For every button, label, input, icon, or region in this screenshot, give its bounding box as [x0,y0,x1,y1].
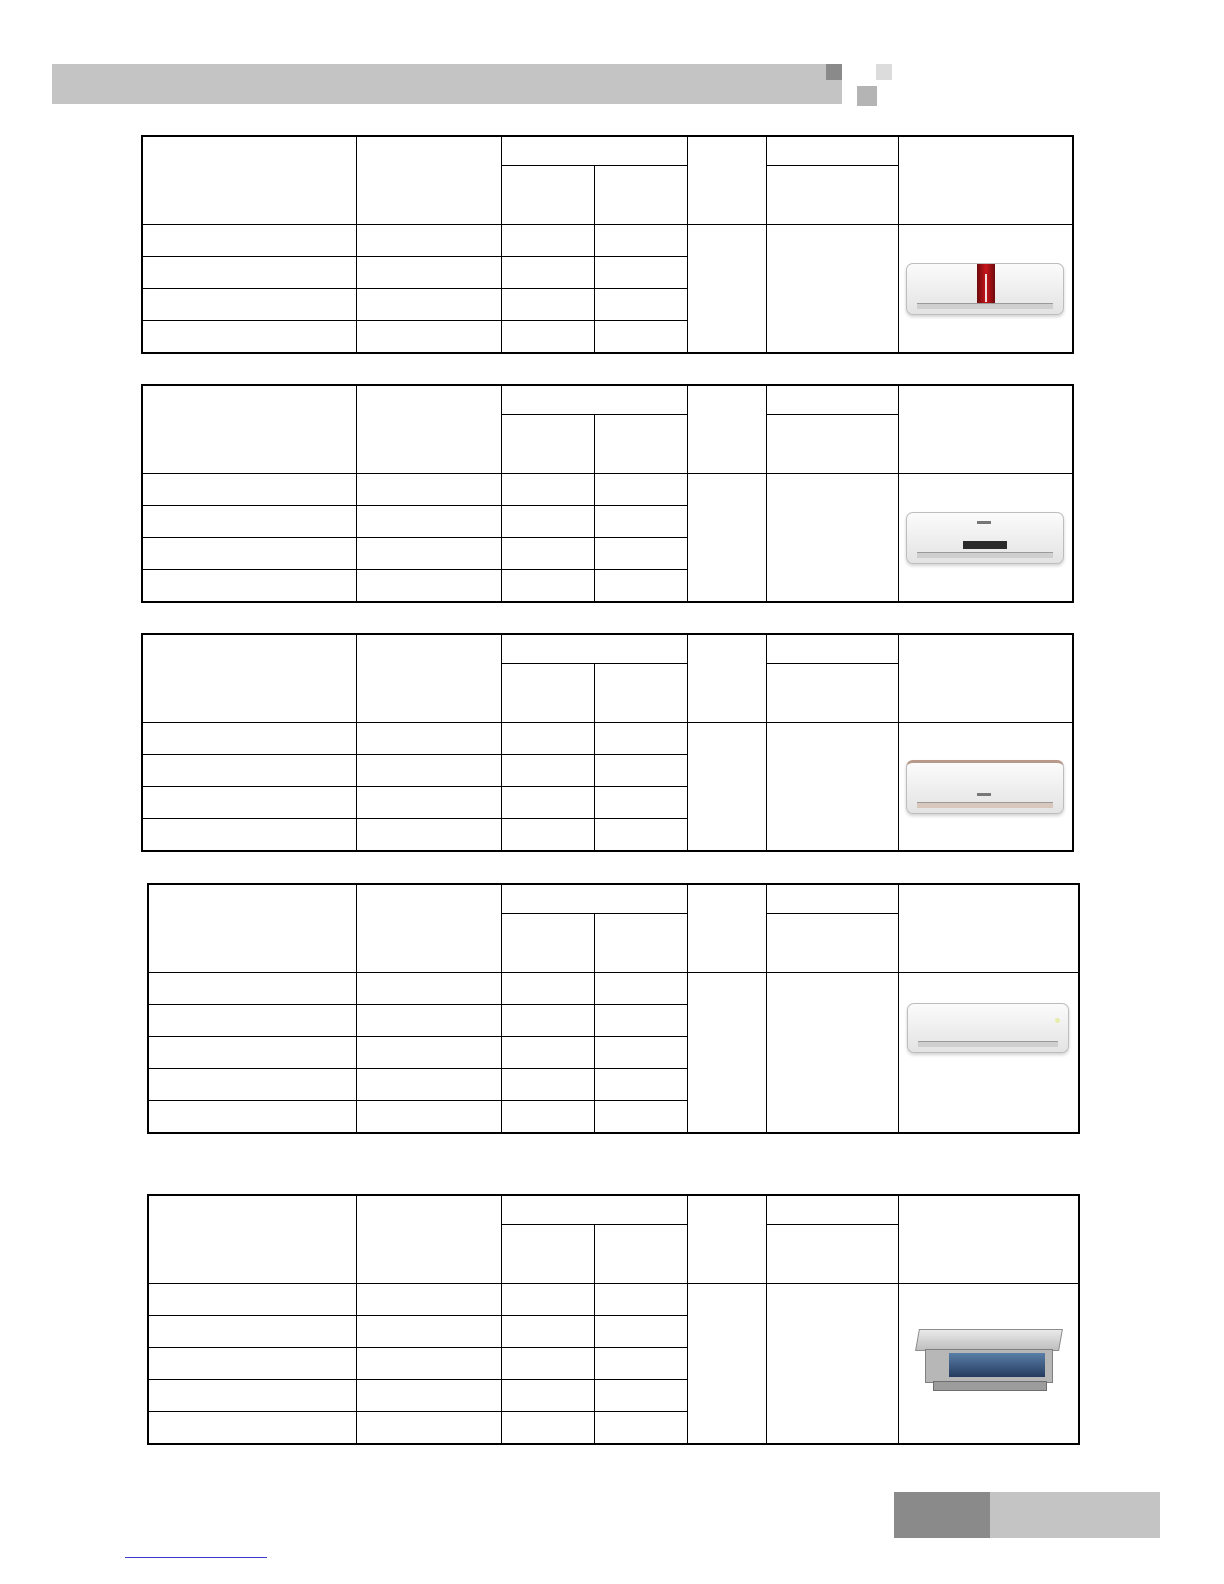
product-image-cell [898,1284,1079,1445]
table-cell [594,1348,687,1380]
product-image-cell [898,474,1073,603]
header-cell [501,1225,594,1284]
table-cell [142,819,356,852]
header-cell [766,664,898,723]
table-cell [356,225,501,257]
table-cell [594,1069,687,1101]
header-cell [501,1195,687,1225]
table-cell [594,474,687,506]
table-cell [501,1284,594,1316]
table-row [142,225,1073,257]
wall-split-ac-brown-trim-icon [906,760,1064,814]
table-cell [687,474,766,603]
table-cell [501,1005,594,1037]
table-cell [501,1069,594,1101]
table-cell [148,1380,356,1412]
table-cell [501,819,594,852]
table-cell [356,570,501,603]
table-cell [356,321,501,354]
table-cell [501,1316,594,1348]
header-cell [142,634,356,723]
header-cell [356,884,501,973]
header-cell [898,385,1073,474]
header-cell [687,136,766,225]
wall-split-ac-slim-icon [907,1003,1069,1053]
header-cell [501,664,594,723]
table-cell [594,321,687,354]
table-cell [501,289,594,321]
header-accent-square [826,64,842,80]
table-cell [766,225,898,354]
table-cell [501,570,594,603]
table-header-row [142,136,1073,166]
table-cell [356,257,501,289]
header-cell [594,166,687,225]
header-cell [766,385,898,415]
header-cell [356,1195,501,1284]
header-cell [501,136,687,166]
table-cell [594,257,687,289]
table-cell [594,723,687,755]
table-cell [501,973,594,1005]
table-cell [766,474,898,603]
header-cell [898,884,1079,973]
table-header-row [148,884,1079,914]
table-cell [766,723,898,852]
header-cell [501,415,594,474]
table-cell [356,1284,501,1316]
table-cell [356,723,501,755]
table-cell [594,225,687,257]
table-cell [356,474,501,506]
table-cell [594,1005,687,1037]
product-image-cell [898,973,1079,1134]
table-cell [356,1380,501,1412]
table-cell [148,1069,356,1101]
header-cell [898,634,1073,723]
header-cell [766,634,898,664]
table-cell [148,973,356,1005]
table-cell [356,506,501,538]
table-cell [501,506,594,538]
table-cell [594,1037,687,1069]
header-cell [142,385,356,474]
spec-table-4 [147,883,1080,1134]
table-cell [594,755,687,787]
header-bar [52,64,842,104]
table-cell [356,1069,501,1101]
header-cell [766,1195,898,1225]
header-cell [687,385,766,474]
table-cell [594,819,687,852]
header-cell [766,884,898,914]
header-cell [766,415,898,474]
table-cell [142,755,356,787]
table-cell [148,1005,356,1037]
header-cell [898,136,1073,225]
header-cell [766,166,898,225]
table-row [142,474,1073,506]
header-accent-square [857,86,877,106]
ducted-ac-unit-icon [913,1329,1063,1399]
table-cell [594,570,687,603]
header-cell [687,1195,766,1284]
table-cell [356,538,501,570]
header-cell [766,914,898,973]
header-cell [356,385,501,474]
table-cell [594,1284,687,1316]
table-cell [148,1412,356,1445]
table-cell [356,1316,501,1348]
table-cell [594,1380,687,1412]
header-cell [594,664,687,723]
table-cell [594,787,687,819]
header-cell [356,634,501,723]
spec-table-5 [147,1194,1080,1445]
table-cell [766,973,898,1134]
table-cell [687,225,766,354]
header-cell [594,1225,687,1284]
table-cell [501,723,594,755]
table-cell [356,973,501,1005]
table-row [142,723,1073,755]
table-cell [142,321,356,354]
footer-bar [990,1492,1160,1538]
table-cell [687,1284,766,1445]
table-cell [501,225,594,257]
spec-table-2 [141,384,1074,603]
table-cell [356,1101,501,1134]
table-cell [501,787,594,819]
table-cell [148,1284,356,1316]
table-cell [356,755,501,787]
table-cell [356,787,501,819]
table-cell [594,973,687,1005]
table-cell [501,1101,594,1134]
header-cell [501,166,594,225]
table-cell [687,973,766,1134]
table-header-row [148,1195,1079,1225]
table-cell [142,506,356,538]
header-cell [898,1195,1079,1284]
product-image-cell [898,225,1073,354]
table-cell [594,538,687,570]
header-cell [687,634,766,723]
table-cell [356,819,501,852]
header-cell [501,914,594,973]
table-cell [501,1037,594,1069]
table-cell [687,723,766,852]
header-accent-square [876,64,892,80]
table-cell [501,755,594,787]
table-cell [501,1412,594,1445]
table-cell [142,474,356,506]
table-cell [501,257,594,289]
table-cell [142,570,356,603]
table-cell [766,1284,898,1445]
table-cell [501,474,594,506]
table-cell [142,787,356,819]
table-cell [356,1005,501,1037]
spec-table-1 [141,135,1074,354]
table-cell [594,506,687,538]
header-cell [766,136,898,166]
table-cell [148,1316,356,1348]
table-cell [142,723,356,755]
table-cell [501,1380,594,1412]
product-image-cell [898,723,1073,852]
table-cell [148,1101,356,1134]
spec-table-3 [141,633,1074,852]
wall-split-ac-red-panel-icon [906,263,1064,315]
table-cell [594,1316,687,1348]
table-header-row [142,385,1073,415]
header-cell [594,415,687,474]
table-cell [501,321,594,354]
header-cell [501,884,687,914]
table-cell [356,289,501,321]
table-cell [594,1101,687,1134]
table-cell [148,1348,356,1380]
table-row [148,973,1079,1005]
header-cell [356,136,501,225]
header-cell [501,634,687,664]
header-cell [687,884,766,973]
table-cell [148,1037,356,1069]
footer-link-underline[interactable] [125,1557,267,1558]
table-cell [501,1348,594,1380]
table-cell [142,225,356,257]
header-cell [148,1195,356,1284]
table-cell [501,538,594,570]
table-cell [356,1037,501,1069]
table-cell [594,1412,687,1445]
header-cell [501,385,687,415]
table-cell [142,289,356,321]
table-row [148,1284,1079,1316]
table-cell [356,1348,501,1380]
table-cell [142,538,356,570]
header-cell [766,1225,898,1284]
table-cell [356,1412,501,1445]
header-cell [142,136,356,225]
table-header-row [142,634,1073,664]
table-cell [594,289,687,321]
header-cell [594,914,687,973]
table-cell [142,257,356,289]
footer-page-tab [894,1492,990,1538]
wall-split-ac-display-icon [906,512,1064,564]
header-cell [148,884,356,973]
